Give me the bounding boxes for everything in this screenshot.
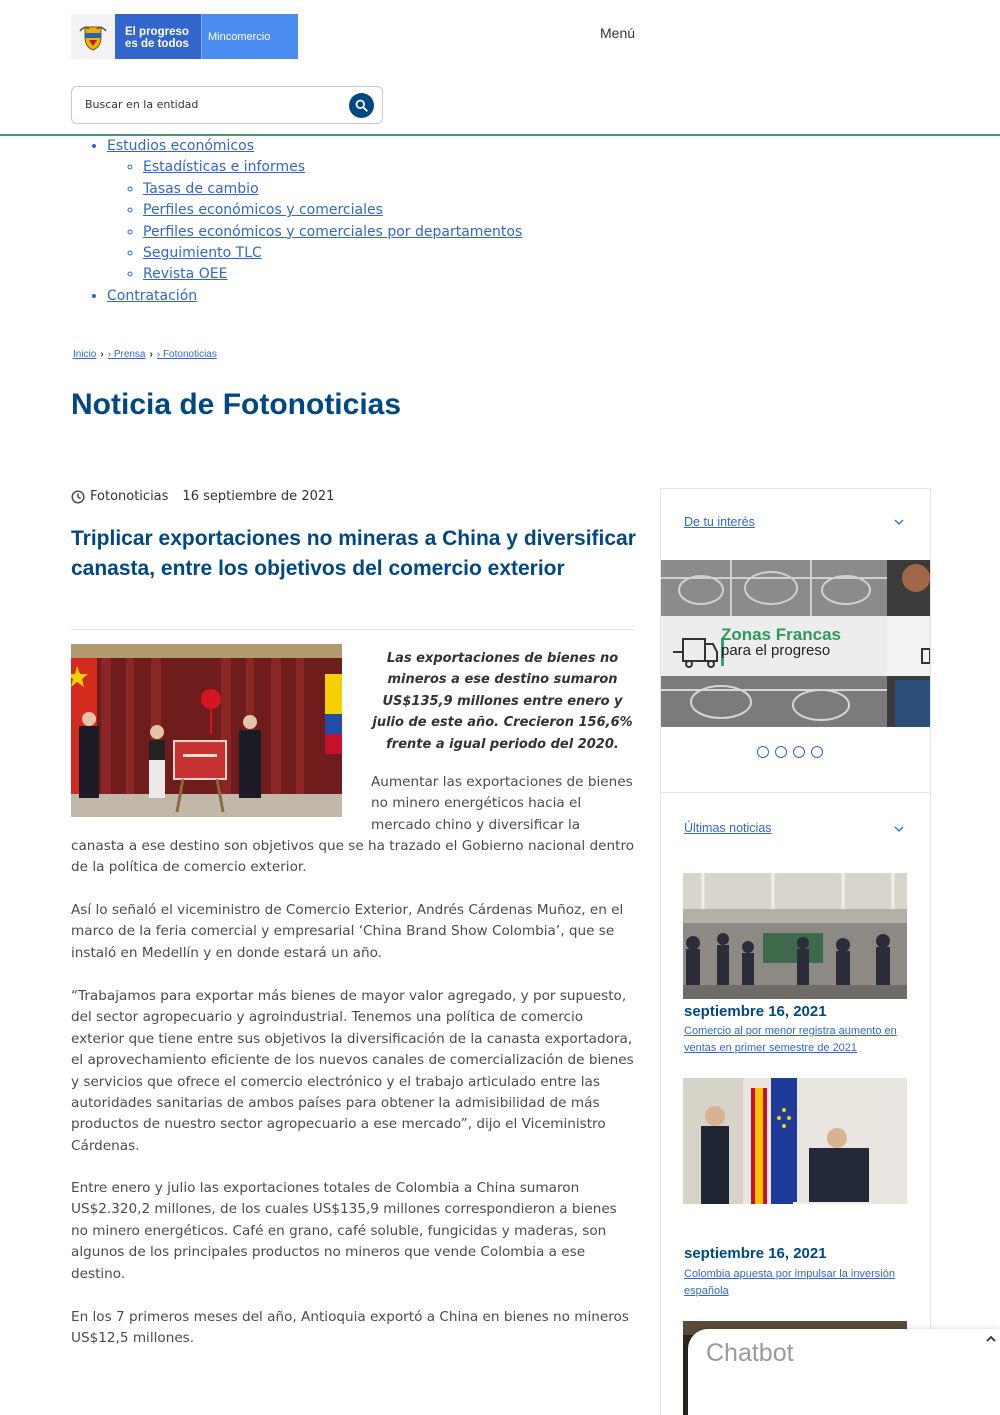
accordion-ultimas-noticias[interactable]: Últimas noticias [684, 821, 772, 835]
nav-link-estadisticas[interactable]: Estadísticas e informes [143, 159, 306, 176]
chevron-down-icon[interactable] [893, 825, 905, 833]
chatbot-label: Chatbot [706, 1339, 794, 1367]
chevron-up-icon[interactable] [985, 1334, 997, 1343]
sidebar [660, 488, 931, 1415]
banner-title: Zonas Francas [721, 625, 841, 644]
breadcrumb-home[interactable]: Inicio [73, 349, 97, 360]
article-date: 16 septiembre de 2021 [182, 489, 335, 504]
chatbot-widget[interactable] [688, 1329, 1000, 1415]
article-paragraph-1b: canasta a ese destino son objetivos que se ha trazado el Gobierno nacional dentro de la política de comercio exterior. [71, 838, 635, 876]
nav-link-estudios[interactable]: Estudios económicos [107, 138, 254, 154]
breadcrumb-fotonoticias[interactable]: › Fotonoticias [156, 349, 217, 360]
logo-slogan-line1: El progreso [125, 26, 189, 38]
article-title: Triplicar exportaciones no mineras a China y diversificar canasta, entre los objetivos del comercio exterior [71, 527, 636, 580]
article-paragraph-3: “Trabajamos para exportar más bienes de mayor valor agregado, y por supuesto, del sector agropecuario y agroindustrial. Tenemos una política de comercio exterior que tiene entre sus objetivos la diversificación de la canasta exportadora, el aprovechamiento eficiente de los nuevos canales de comercialización de bienes y servicios que ofrece el comercio electrónico y el trabajo articulado entre las autoridades sanitarias de ambos países para obtener la admisibilidad de más productos de nuestro sector agropecuario a ese mercado”, dijo el Viceministro Cárdenas. [71, 988, 634, 1154]
clock-icon [71, 490, 85, 504]
article-meta [71, 489, 334, 504]
logo-slogan-line2: es de todos [125, 38, 189, 50]
banner-subtitle: para el progreso [721, 642, 831, 659]
nav-link-revista-oee[interactable]: Revista OEE [143, 266, 228, 283]
breadcrumb-prensa-label: Prensa [113, 349, 146, 360]
nav-subitem [143, 243, 522, 264]
article-paragraph-2: Así lo señaló el viceministro de Comercio Exterior, Andrés Cárdenas Muñoz, en el marco de la feria comercial y empresarial ‘China Brand Show Colombia’, que se instaló en Medellín y en donde estará un año. [71, 902, 624, 961]
nav-subitem [143, 264, 522, 285]
search-input[interactable] [83, 97, 347, 112]
logo-ministry: Mincomercio [201, 14, 298, 59]
page-title: Noticia de Fotonoticias [71, 388, 402, 421]
nav-subitem [143, 179, 522, 200]
article-lead: Las exportaciones de bienes no mineros a ese destino sumaron US$135,9 millones entre enero y julio de este año. Crecieron 156,6% frente a igual periodo del 2020. [372, 651, 633, 752]
carousel-dot[interactable] [793, 746, 805, 758]
nav-link-perfiles-departamentos[interactable]: Perfiles económicos y comerciales por departamentos [143, 223, 523, 240]
carousel-dot[interactable] [811, 746, 823, 758]
carousel-banner[interactable] [661, 560, 930, 727]
news-date-2: septiembre 16, 2021 [684, 1245, 827, 1262]
carousel-dots [757, 746, 823, 758]
news-image-2[interactable] [683, 1078, 907, 1204]
nav-list [71, 136, 522, 307]
news-link-1[interactable]: Comercio al por menor registra aumento en ventas en primer semestre de 2021 [684, 1025, 897, 1054]
article-paragraph-5: En los 7 primeros meses del año, Antioquia exportó a China en bienes no mineros US$12,5 millones. [71, 1309, 629, 1347]
carousel-dot[interactable] [757, 746, 769, 758]
article-paragraph-1a: Aumentar las exportaciones de bienes no minero energéticos hacia el mercado chino y diversificar la [371, 774, 633, 833]
divider [71, 629, 635, 630]
coat-of-arms-icon [71, 14, 115, 59]
news-link-2[interactable]: Colombia apuesta por impulsar la inversión española [684, 1268, 895, 1297]
accordion-de-tu-interes[interactable]: De tu interés [684, 515, 755, 529]
divider [661, 488, 930, 489]
breadcrumb-fotonoticias-label: Fotonoticias [162, 349, 217, 360]
breadcrumb-prensa[interactable]: › Prensa [107, 349, 146, 360]
nav-subitem [143, 157, 522, 178]
search-box [71, 86, 383, 124]
chevron-down-icon[interactable] [893, 518, 905, 526]
search-icon [355, 99, 368, 112]
nav-subitem [143, 200, 522, 221]
nav-link-contratacion[interactable]: Contratación [107, 287, 198, 304]
news-image-1[interactable] [683, 873, 907, 999]
search-button[interactable] [349, 93, 374, 118]
menu-button[interactable]: Menú [600, 25, 636, 41]
breadcrumb-separator: › [100, 349, 104, 360]
carousel-dot[interactable] [775, 746, 787, 758]
breadcrumb [73, 349, 217, 360]
site-header [0, 0, 1000, 136]
breadcrumb-separator: › [149, 349, 153, 360]
nav-sublist [107, 157, 522, 285]
article-category: Fotonoticias [90, 489, 169, 504]
divider [661, 792, 930, 793]
nav-subitem [143, 222, 522, 243]
article-photo [71, 644, 342, 817]
article-paragraph-4: Entre enero y julio las exportaciones totales de Colombia a China sumaron US$2.320,2 millones, de los cuales US$135,9 millones correspondieron a bienes no minero energéticos. Café en grano, café soluble, fungicidas y maderas, son algunos de los principales productos no mineros que vende Colombia a ese destino. [71, 1180, 617, 1282]
nav-link-tasas[interactable]: Tasas de cambio [143, 180, 259, 197]
nav-link-perfiles[interactable]: Perfiles económicos y comerciales [143, 202, 383, 219]
nav-link-seguimiento-tlc[interactable]: Seguimiento TLC [143, 245, 262, 262]
news-date-1: septiembre 16, 2021 [684, 1003, 827, 1020]
site-logo[interactable] [71, 14, 298, 59]
logo-slogan [115, 14, 201, 59]
nav-item-contratacion [107, 286, 522, 307]
nav-item-estudios [107, 136, 522, 286]
